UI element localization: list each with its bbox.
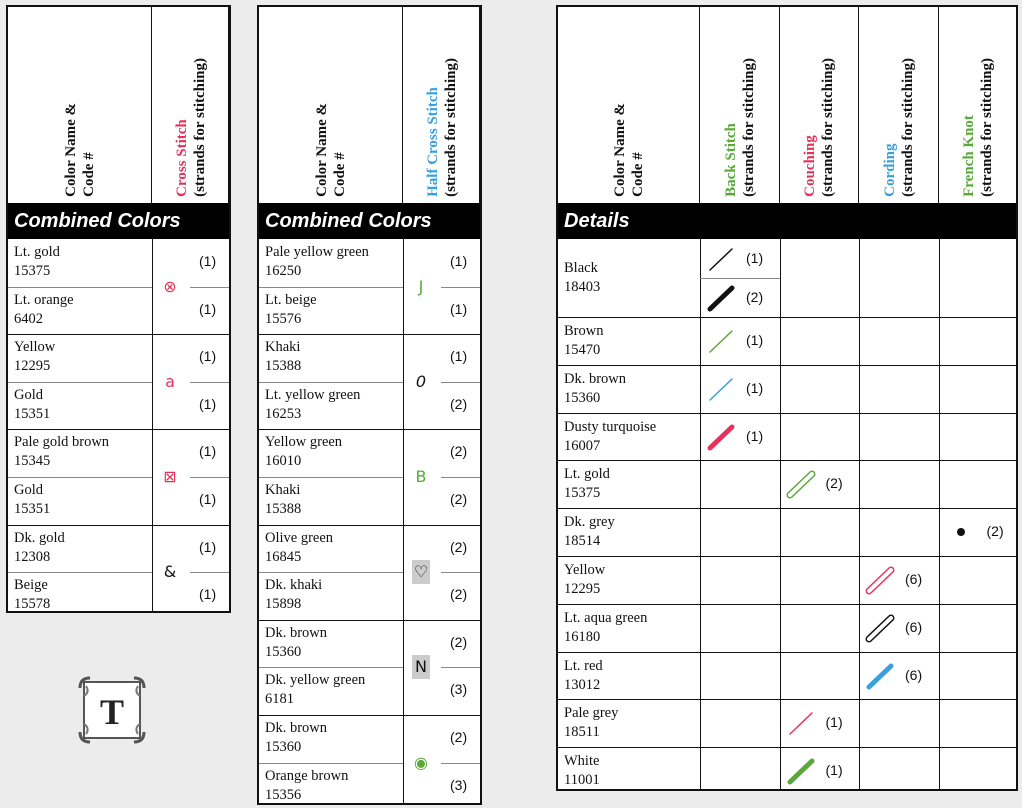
column-divider <box>780 239 781 789</box>
color-name: Pale gold brown <box>14 434 110 451</box>
header-color-name-text <box>611 103 647 197</box>
row-divider <box>8 572 152 573</box>
color-code: 15360 <box>564 389 601 406</box>
letter-j-icon: J <box>418 276 424 296</box>
header-back_stitch <box>700 7 780 203</box>
color-name-cell <box>564 657 603 695</box>
color-name: Lt. beige <box>265 291 317 308</box>
header-color-name <box>8 7 152 203</box>
header-couching-text <box>801 58 837 197</box>
color-name-cell <box>265 338 301 376</box>
color-name-cell <box>564 418 656 456</box>
color-code: 16845 <box>265 548 302 565</box>
row-divider <box>8 287 152 288</box>
color-code: 15360 <box>265 739 302 755</box>
color-code: 16180 <box>564 628 601 645</box>
color-code: 6402 <box>14 310 43 327</box>
stitch-line-icon <box>863 661 899 691</box>
header-cording <box>859 7 939 203</box>
color-name: Lt. yellow green <box>265 386 361 403</box>
strand-count: (1) <box>450 300 468 317</box>
header-color-name-line: Color Name & <box>63 103 79 197</box>
color-code: 15388 <box>265 358 302 375</box>
color-name-cell <box>564 259 600 297</box>
header-color-name-line: Code # <box>332 152 348 197</box>
strand-count: (1) <box>746 427 764 444</box>
header-back_stitch-text <box>722 58 758 197</box>
color-code: 15576 <box>265 310 302 327</box>
header-cording-text <box>881 58 917 197</box>
row-divider <box>259 763 403 764</box>
color-name: Yellow <box>564 561 606 578</box>
combined-colors-half-cross-stitch-table <box>257 5 482 805</box>
color-name-cell <box>564 752 600 790</box>
header-french_knot-line: French Knot <box>961 115 978 197</box>
color-name: Beige <box>14 577 48 594</box>
color-name: Gold <box>14 386 43 403</box>
stitch-line-icon <box>784 469 820 499</box>
header-back_stitch-line: (strands for stitching) <box>740 58 757 197</box>
strand-count: (6) <box>905 666 923 683</box>
color-name-cell <box>14 291 74 329</box>
color-name-cell <box>265 481 301 519</box>
header-half_cross_stitch-line: Half Cross Stitch <box>424 87 441 197</box>
header-cross_stitch-line: (strands for stitching) <box>191 58 208 197</box>
color-name: Black <box>564 260 598 276</box>
row-divider <box>558 747 1016 748</box>
row-divider <box>441 763 480 764</box>
section-banner: Details <box>558 203 1016 239</box>
color-name-cell <box>265 719 327 757</box>
header-french_knot-line: (strands for stitching) <box>979 58 996 197</box>
row-divider <box>259 572 403 573</box>
column-divider <box>700 239 701 789</box>
strand-count: (1) <box>199 443 217 460</box>
strand-count: (2) <box>450 729 468 745</box>
letter-b-icon: B <box>415 467 427 486</box>
color-name-cell <box>14 529 65 567</box>
stitch-line-icon <box>784 708 820 738</box>
color-code: 16010 <box>265 453 302 470</box>
row-divider <box>441 572 480 573</box>
details-table <box>556 5 1018 791</box>
color-code: 15356 <box>265 786 302 803</box>
color-name-cell <box>564 465 610 503</box>
color-name: Pale yellow green <box>265 244 369 260</box>
row-divider <box>190 477 229 478</box>
color-code: 18511 <box>564 724 600 741</box>
row-divider <box>558 365 1016 366</box>
color-code: 16253 <box>265 405 302 422</box>
group-divider <box>259 334 480 335</box>
header-back_stitch-line: Back Stitch <box>722 123 739 197</box>
row-divider <box>558 413 1016 414</box>
color-name-cell <box>265 529 333 567</box>
slanted-oval-icon: 0 <box>415 371 427 391</box>
header-half_cross_stitch-text <box>424 58 460 197</box>
strand-count: (1) <box>825 762 843 779</box>
letter-n-icon: N <box>412 655 430 679</box>
dot-circle-icon: ◉ <box>414 752 428 772</box>
color-code: 15375 <box>564 485 601 502</box>
stitch-line-icon <box>704 374 740 404</box>
color-name-cell <box>265 386 360 424</box>
group-divider <box>259 525 480 526</box>
strand-count: (1) <box>746 379 764 396</box>
header-color-name-line: Color Name & <box>612 103 628 197</box>
header-couching-line: Couching <box>802 135 819 197</box>
color-name-cell <box>14 386 50 424</box>
row-divider <box>190 382 229 383</box>
color-name-cell <box>265 576 322 614</box>
row-divider <box>558 460 1016 461</box>
letter-a-icon: a <box>165 371 175 391</box>
strand-count: (3) <box>450 776 468 793</box>
header-half_cross_stitch <box>403 7 480 203</box>
header-cording-line: Cording <box>881 143 898 197</box>
ampersand-icon: & <box>163 562 177 582</box>
strand-count: (1) <box>450 348 468 365</box>
color-name: Lt. gold <box>564 466 610 483</box>
header-half_cross_stitch-line: (strands for stitching) <box>442 58 459 197</box>
color-name: Lt. orange <box>14 291 74 308</box>
color-name-cell <box>564 704 618 742</box>
strand-count: (1) <box>199 300 217 317</box>
row-divider <box>8 382 152 383</box>
color-name-cell <box>564 322 603 360</box>
header-cross_stitch-line: Cross Stitch <box>173 119 190 197</box>
color-name-cell <box>564 609 647 647</box>
row-divider <box>441 382 480 383</box>
heart-icon: ♡ <box>412 560 430 584</box>
header-french_knot <box>939 7 1019 203</box>
row-divider <box>259 287 403 288</box>
circled-x-icon: ⊗ <box>163 276 177 296</box>
section-banner: Combined Colors <box>8 203 229 239</box>
color-name-cell <box>564 370 626 408</box>
strand-count: (1) <box>199 538 217 555</box>
stitch-line-icon <box>863 613 899 643</box>
strand-count: (2) <box>450 395 468 412</box>
row-divider <box>190 287 229 288</box>
color-name-cell <box>265 433 342 471</box>
strand-count: (2) <box>450 538 468 555</box>
color-name-cell <box>14 243 60 281</box>
stitch-line-icon <box>704 283 740 313</box>
color-name: Dk. yellow green <box>265 672 366 689</box>
strand-count: (1) <box>746 249 764 266</box>
color-name: Lt. gold <box>14 244 60 260</box>
row-divider <box>441 477 480 478</box>
color-name: Dk. khaki <box>265 577 323 594</box>
color-name: Lt. aqua green <box>564 609 648 626</box>
color-code: 15388 <box>265 501 302 517</box>
header-color-name-text <box>62 103 98 197</box>
strand-count: (1) <box>199 348 217 365</box>
color-name: Khaki <box>265 482 301 498</box>
row-divider <box>259 382 403 383</box>
header-cross_stitch-text <box>173 58 209 197</box>
section-banner: Combined Colors <box>259 203 480 239</box>
header-couching <box>780 7 860 203</box>
color-code: 15351 <box>14 405 51 422</box>
color-code: 13012 <box>564 676 601 693</box>
color-code: 16007 <box>564 437 601 454</box>
stitch-line-icon <box>704 422 740 452</box>
row-divider <box>558 317 1016 318</box>
color-name-cell <box>265 767 348 805</box>
color-name-cell <box>14 338 55 376</box>
color-name: Lt. red <box>564 657 603 674</box>
strand-count: (2) <box>825 475 843 492</box>
row-divider <box>190 572 229 573</box>
strand-count: (1) <box>199 586 217 603</box>
header-color-name-line: Code # <box>630 152 646 197</box>
header-cording-line: (strands for stitching) <box>899 58 916 197</box>
strand-count: (1) <box>199 395 217 412</box>
publisher-logo <box>76 674 148 746</box>
strand-count: (3) <box>450 681 468 698</box>
color-code: 12308 <box>14 548 51 565</box>
header-color-name-line: Color Name & <box>314 103 330 197</box>
color-name: Yellow green <box>265 434 343 451</box>
group-divider <box>8 429 229 430</box>
strand-count: (2) <box>450 443 468 460</box>
row-divider <box>441 667 480 668</box>
header-color-name <box>259 7 403 203</box>
color-code: 12295 <box>564 580 601 597</box>
strand-count: (2) <box>450 633 468 650</box>
color-name: Brown <box>564 322 604 339</box>
group-divider <box>259 715 480 716</box>
color-name: Dk. gold <box>14 529 65 546</box>
french-knot-icon <box>943 517 979 547</box>
color-name: Dk. brown <box>265 624 328 641</box>
color-name-cell <box>564 561 605 599</box>
column-divider <box>403 239 404 803</box>
header-couching-line: (strands for stitching) <box>820 58 837 197</box>
color-name-cell <box>14 481 50 519</box>
stitch-line-icon <box>863 565 899 595</box>
header-color-name <box>558 7 700 203</box>
header-color-name-line: Code # <box>81 152 97 197</box>
row-divider <box>558 699 1016 700</box>
strand-count: (1) <box>199 253 217 269</box>
color-code: 15345 <box>14 453 51 470</box>
strand-count: (1) <box>746 331 764 348</box>
color-name: Dk. brown <box>265 720 328 736</box>
boxed-slash-icon: ⊠ <box>163 467 177 486</box>
row-divider <box>558 604 1016 605</box>
strand-count: (6) <box>905 618 923 635</box>
row-divider <box>700 278 780 279</box>
color-name: Gold <box>14 482 43 498</box>
color-code: 11001 <box>564 772 600 789</box>
color-code: 15578 <box>14 596 51 613</box>
color-code: 12295 <box>14 358 51 375</box>
strand-count: (1) <box>825 714 843 731</box>
svg-text:T: T <box>99 692 125 732</box>
color-name: Khaki <box>265 339 301 356</box>
color-name-cell <box>265 291 317 329</box>
group-divider <box>8 525 229 526</box>
row-divider <box>259 477 403 478</box>
row-divider <box>441 287 480 288</box>
stitch-line-icon <box>704 244 740 274</box>
strand-count: (1) <box>199 491 217 507</box>
color-code: 15898 <box>265 596 302 613</box>
strand-count: (2) <box>450 491 468 507</box>
column-divider <box>859 239 860 789</box>
group-divider <box>259 620 480 621</box>
color-name: Dk. brown <box>564 370 627 387</box>
color-name-cell <box>14 576 50 614</box>
row-divider <box>558 508 1016 509</box>
row-divider <box>558 652 1016 653</box>
color-code: 15470 <box>564 341 601 358</box>
color-name-cell <box>265 243 369 281</box>
color-name-cell <box>265 624 327 662</box>
color-code: 15375 <box>14 263 51 279</box>
color-code: 18514 <box>564 533 601 550</box>
color-name: Pale grey <box>564 705 619 722</box>
color-name: Dusty turquoise <box>564 418 657 435</box>
color-name-cell <box>14 433 109 471</box>
color-code: 15360 <box>265 643 302 660</box>
header-cross_stitch <box>152 7 229 203</box>
color-code: 18403 <box>564 279 601 295</box>
color-code: 16250 <box>265 263 302 279</box>
color-name: White <box>564 753 600 770</box>
column-divider <box>939 239 940 789</box>
group-divider <box>8 334 229 335</box>
group-divider <box>259 429 480 430</box>
combined-colors-cross-stitch-table <box>6 5 231 613</box>
header-french_knot-text <box>960 58 996 197</box>
strand-count: (1) <box>450 253 468 269</box>
color-code: 15351 <box>14 501 51 517</box>
strand-count: (2) <box>986 523 1004 540</box>
color-name-cell <box>564 513 615 551</box>
row-divider <box>259 667 403 668</box>
color-name: Yellow <box>14 339 56 356</box>
stitch-line-icon <box>704 326 740 356</box>
color-name: Orange brown <box>265 767 349 784</box>
header-color-name-text <box>313 103 349 197</box>
row-divider <box>8 477 152 478</box>
color-name: Olive green <box>265 529 334 546</box>
color-code: 6181 <box>265 691 294 708</box>
color-name: Dk. grey <box>564 514 615 531</box>
strand-count: (6) <box>905 570 923 587</box>
strand-count: (2) <box>746 288 764 305</box>
strand-count: (2) <box>450 586 468 603</box>
color-name-cell <box>265 671 365 709</box>
stitch-line-icon <box>784 756 820 786</box>
row-divider <box>558 556 1016 557</box>
